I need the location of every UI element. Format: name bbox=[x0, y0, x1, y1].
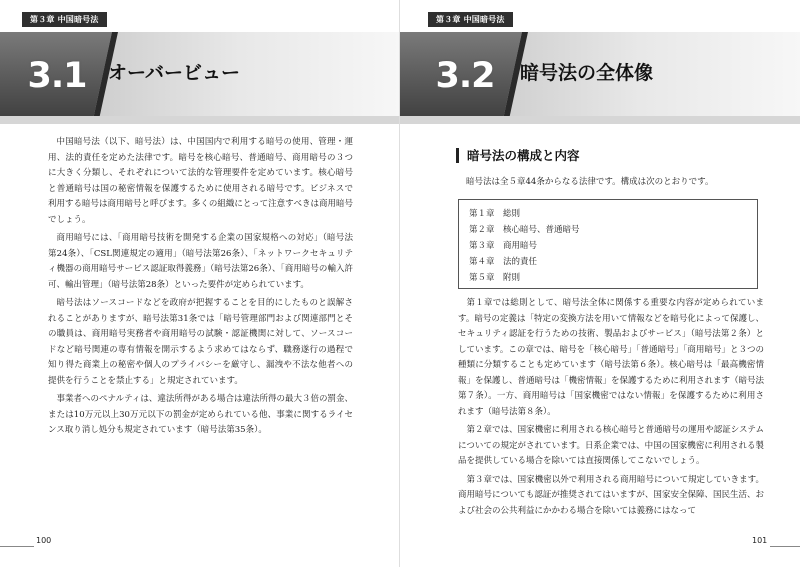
body-text bbox=[48, 135, 353, 442]
structure-row bbox=[469, 222, 757, 238]
chapter-title: 法的責任 bbox=[503, 257, 538, 267]
chapter-title: 核心暗号、普通暗号 bbox=[503, 225, 580, 235]
subheading: 暗号法の構成と内容 bbox=[456, 148, 580, 163]
paragraph: 事業者へのペナルティは、違法所得がある場合は違法所得の最大３倍の罰金、または10万元以上30万元以下の罰金が定められている他、事業に関するライセンス取り消し処分も規定されています（暗号法第35条）。 bbox=[48, 394, 353, 435]
folio-rule bbox=[0, 546, 34, 547]
chapter-label: 第３章 bbox=[469, 241, 495, 251]
paragraph: 中国暗号法（以下、暗号法）は、中国国内で利用する暗号の使用、管理・運用、法的責任を定めた法律です。暗号を核心暗号、普通暗号、商用暗号の３つに大きく分類し、それぞれについて法的な管理要件を定めています。核心暗号と普通暗号は国の秘密情報を保護するために使用される暗号です。ビジネスで利用する暗号は商用暗号と呼びます。多くの組織にとって注意すべきは商用暗号でしょう。 bbox=[48, 137, 353, 225]
right-page bbox=[400, 0, 800, 567]
page-number: 101 bbox=[752, 536, 768, 545]
chapter-label: 第２章 bbox=[469, 225, 495, 235]
paragraph: 第３章では、国家機密以外で利用される商用暗号について規定していきます。商用暗号についても認証が推奨されてはいますが、国家安全保障、国民生活、および社会の公共利益にかかわる場合を除いては義務にはなって bbox=[458, 474, 764, 516]
section-number: 3.2 bbox=[435, 56, 495, 96]
chapter-tag: 第３章 中国暗号法 bbox=[22, 12, 107, 27]
paragraph: 第１章では総則として、暗号法全体に関係する重要な内容が定められています。暗号の定義は「特定の変換方法を用いて情報などを暗号化によって保護し、セキュリティ認証を行うための技術、製品およびサービス」（暗号法第２条）としています。この章では、暗号を「核心暗号」「普通暗号」「商用暗号」と３つの種類に分類することも定めています（暗号法第６条）。核心暗号は「最高機密情報」を保護し、普通暗号は「機密情報」を保護するために利用されます（暗号法第７条）。一方、商用暗号は「国家機密ではない情報」を保護するために利用されます（暗号法第８条）。 bbox=[458, 298, 765, 417]
structure-row bbox=[469, 254, 757, 270]
lead-text: 暗号法は全５章44条からなる法律です。構成は次のとおりです。 bbox=[466, 177, 714, 187]
chapter-tag: 第３章 中国暗号法 bbox=[428, 12, 513, 27]
paragraph: 暗号法はソースコードなどを政府が把握することを目的にしたものと誤解されることがありますが、暗号法第31条では「暗号管理部門および関連部門とその職員は、商用暗号実務者や商用暗号の試験・認証機関に対して、ソースコードなど暗号関連の専有情報を開示するよう求めてはならず、職務遂行の過程で知り得た商業上の秘密や個人のプライバシーを厳守し、漏洩や不法な他者への提供を行うことを禁止する」と規定されています。 bbox=[48, 298, 353, 386]
paragraph: 第２章では、国家機密に利用される核心暗号と普通暗号の運用や認証システムについての規定がされています。日系企業では、中国の国家機密に利用される製品を提供している場合を除いては直接関係してこないでしょう。 bbox=[458, 425, 764, 466]
section-title: 暗号法の全体像 bbox=[520, 62, 654, 84]
section-number: 3.1 bbox=[27, 56, 87, 96]
structure-row bbox=[469, 270, 757, 286]
chapter-title: 附則 bbox=[503, 273, 521, 283]
section-title: オーバービュー bbox=[108, 62, 241, 84]
chapter-label: 第５章 bbox=[469, 273, 495, 283]
paragraph: 商用暗号には、「商用暗号技術を開発する企業の国家規格への対応」（暗号法第24条）、「CSL関連規定の適用」（暗号法第26条）、「ネットワークセキュリティ機器の商用暗号サービス認証取得義務」（暗号法第26条）、「商用暗号の輸入許可、輸出管理」（暗号法第28条）といった要件が定められています。 bbox=[48, 233, 353, 290]
chapter-label: 第１章 bbox=[469, 209, 495, 219]
structure-box bbox=[458, 199, 758, 289]
chapter-title: 商用暗号 bbox=[503, 241, 538, 251]
page-number: 100 bbox=[36, 536, 52, 545]
folio-rule bbox=[770, 546, 800, 547]
structure-row bbox=[469, 238, 757, 254]
chapter-title: 総則 bbox=[503, 209, 521, 219]
chapter-label: 第４章 bbox=[469, 257, 495, 267]
body-text bbox=[458, 296, 764, 522]
structure-row bbox=[469, 206, 757, 222]
